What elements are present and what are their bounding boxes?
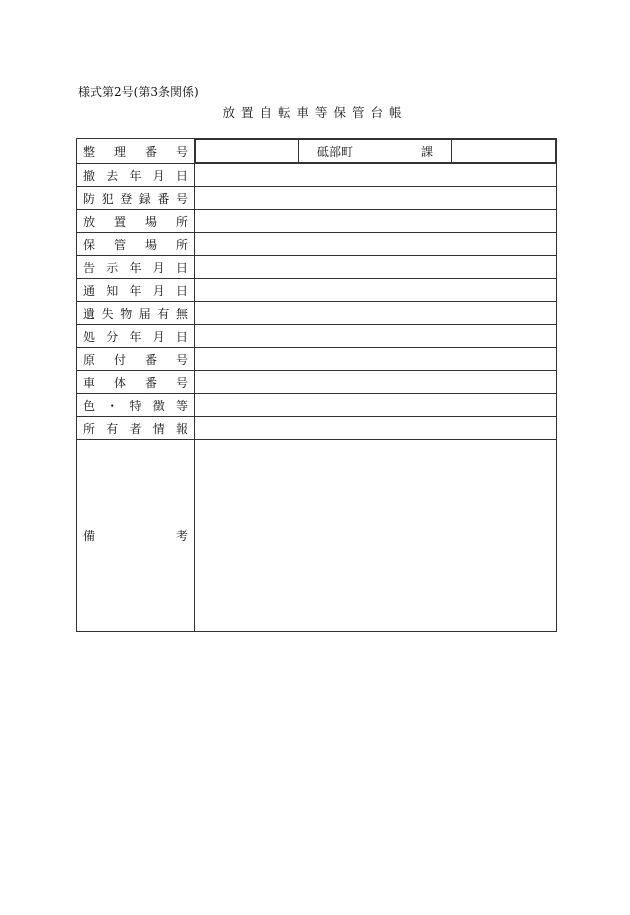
row-label bbox=[77, 279, 195, 302]
label-char: 月 bbox=[152, 168, 165, 183]
label-char: 所 bbox=[175, 237, 188, 252]
form-number: 様式第2号(第3条関係) bbox=[78, 85, 199, 99]
table-row bbox=[77, 394, 557, 417]
label-text bbox=[77, 371, 194, 393]
table-row bbox=[77, 417, 557, 440]
label-text bbox=[77, 256, 194, 278]
label-char: 番 bbox=[157, 191, 170, 206]
label-char: 示 bbox=[106, 260, 119, 275]
label-char: 月 bbox=[152, 260, 165, 275]
label-char: 号 bbox=[175, 352, 188, 367]
row-label bbox=[77, 325, 195, 348]
label-text bbox=[77, 348, 194, 370]
table-row bbox=[77, 210, 557, 233]
label-char: 去 bbox=[106, 168, 119, 183]
label-char: 日 bbox=[175, 168, 188, 183]
department-cell bbox=[299, 140, 452, 163]
label-char: 日 bbox=[175, 283, 188, 298]
row-label bbox=[77, 256, 195, 279]
table-row bbox=[77, 348, 557, 371]
label-text bbox=[77, 233, 194, 255]
value-cell bbox=[195, 417, 557, 440]
department-value-cell bbox=[452, 140, 556, 163]
label-char: 年 bbox=[129, 283, 142, 298]
label-char: 保 bbox=[83, 237, 96, 252]
label-char: 犯 bbox=[101, 191, 114, 206]
row-label bbox=[77, 348, 195, 371]
value-cell bbox=[195, 325, 557, 348]
label-char: 処 bbox=[83, 329, 96, 344]
label-char: 番 bbox=[144, 352, 157, 367]
row-label bbox=[77, 371, 195, 394]
label-char: 失 bbox=[101, 306, 114, 321]
label-char: 通 bbox=[83, 283, 96, 298]
label-char: 告 bbox=[83, 260, 96, 275]
label-text bbox=[77, 417, 194, 439]
label-char: 有 bbox=[106, 421, 119, 436]
label-char: 備 bbox=[83, 529, 96, 543]
label-char: 理 bbox=[113, 144, 126, 159]
value-cell bbox=[195, 348, 557, 371]
table-row bbox=[77, 256, 557, 279]
row-label bbox=[77, 302, 195, 325]
department-section: 課 bbox=[420, 144, 433, 159]
label-char: 付 bbox=[113, 352, 126, 367]
label-char: 管 bbox=[113, 237, 126, 252]
row-label bbox=[77, 187, 195, 210]
table-row bbox=[77, 187, 557, 210]
row-label bbox=[77, 417, 195, 440]
label-char: 分 bbox=[106, 329, 119, 344]
label-text bbox=[77, 440, 194, 631]
label-char: 所 bbox=[175, 214, 188, 229]
label-char: 日 bbox=[175, 329, 188, 344]
label-char: 無 bbox=[175, 306, 188, 321]
ledger-table bbox=[76, 138, 557, 632]
label-char: 号 bbox=[175, 375, 188, 390]
label-char: 者 bbox=[129, 421, 142, 436]
label-char: 情 bbox=[152, 421, 165, 436]
value-cell bbox=[195, 371, 557, 394]
serial-number-value-cell bbox=[196, 140, 299, 163]
value-cell bbox=[195, 164, 557, 187]
department-town: 砥部町 bbox=[317, 144, 354, 159]
label-char: 防 bbox=[83, 191, 96, 206]
label-text bbox=[77, 210, 194, 232]
remarks-label bbox=[77, 440, 195, 632]
row-label bbox=[77, 139, 195, 164]
row-label bbox=[77, 233, 195, 256]
label-text bbox=[77, 164, 194, 186]
label-char: 放 bbox=[83, 214, 96, 229]
label-char: 年 bbox=[129, 168, 142, 183]
value-cell bbox=[195, 233, 557, 256]
label-char: 所 bbox=[83, 421, 96, 436]
label-text bbox=[77, 302, 194, 324]
label-text bbox=[77, 187, 194, 209]
label-char: 年 bbox=[129, 260, 142, 275]
table-row bbox=[77, 233, 557, 256]
value-cell bbox=[195, 256, 557, 279]
table-row bbox=[77, 279, 557, 302]
value-cell bbox=[195, 279, 557, 302]
row-label bbox=[77, 394, 195, 417]
label-char: 遺 bbox=[83, 306, 96, 321]
label-char: 号 bbox=[175, 191, 188, 206]
label-char: 登 bbox=[120, 191, 133, 206]
serial-number-cell bbox=[195, 139, 557, 164]
label-char: 色 bbox=[83, 398, 96, 413]
label-char: 整 bbox=[83, 144, 96, 159]
value-cell bbox=[195, 187, 557, 210]
label-text bbox=[77, 139, 194, 163]
label-char: 月 bbox=[152, 283, 165, 298]
table-row bbox=[77, 325, 557, 348]
label-char: 番 bbox=[144, 144, 157, 159]
label-char: 日 bbox=[175, 260, 188, 275]
label-char: 物 bbox=[120, 306, 133, 321]
label-char: 車 bbox=[83, 375, 96, 390]
label-char: 有 bbox=[157, 306, 170, 321]
label-char: 原 bbox=[83, 352, 96, 367]
remarks-row bbox=[77, 440, 557, 632]
label-char: 特 bbox=[129, 398, 142, 413]
label-char: 報 bbox=[175, 421, 188, 436]
table-row bbox=[77, 164, 557, 187]
label-char: 知 bbox=[106, 283, 119, 298]
label-char: 場 bbox=[144, 237, 157, 252]
label-char: ・ bbox=[106, 398, 119, 413]
label-char: 届 bbox=[138, 306, 151, 321]
document-title: 放置自転車等保管台帳 bbox=[222, 105, 408, 120]
label-char: 年 bbox=[129, 329, 142, 344]
label-text bbox=[77, 325, 194, 347]
row-label bbox=[77, 210, 195, 233]
label-char: 月 bbox=[152, 329, 165, 344]
table-row bbox=[77, 139, 557, 164]
value-cell bbox=[195, 394, 557, 417]
table-row bbox=[77, 302, 557, 325]
label-char: 録 bbox=[138, 191, 151, 206]
label-char: 体 bbox=[113, 375, 126, 390]
label-char: 考 bbox=[175, 529, 188, 543]
remarks-cell bbox=[195, 440, 557, 632]
label-char: 番 bbox=[144, 375, 157, 390]
label-char: 等 bbox=[175, 398, 188, 413]
label-char: 号 bbox=[175, 144, 188, 159]
label-text bbox=[77, 279, 194, 301]
value-cell bbox=[195, 210, 557, 233]
label-char: 場 bbox=[144, 214, 157, 229]
label-char: 置 bbox=[113, 214, 126, 229]
value-cell bbox=[195, 302, 557, 325]
row-label bbox=[77, 164, 195, 187]
label-char: 撤 bbox=[83, 168, 96, 183]
label-text bbox=[77, 394, 194, 416]
table-row bbox=[77, 371, 557, 394]
label-char: 徴 bbox=[152, 398, 165, 413]
